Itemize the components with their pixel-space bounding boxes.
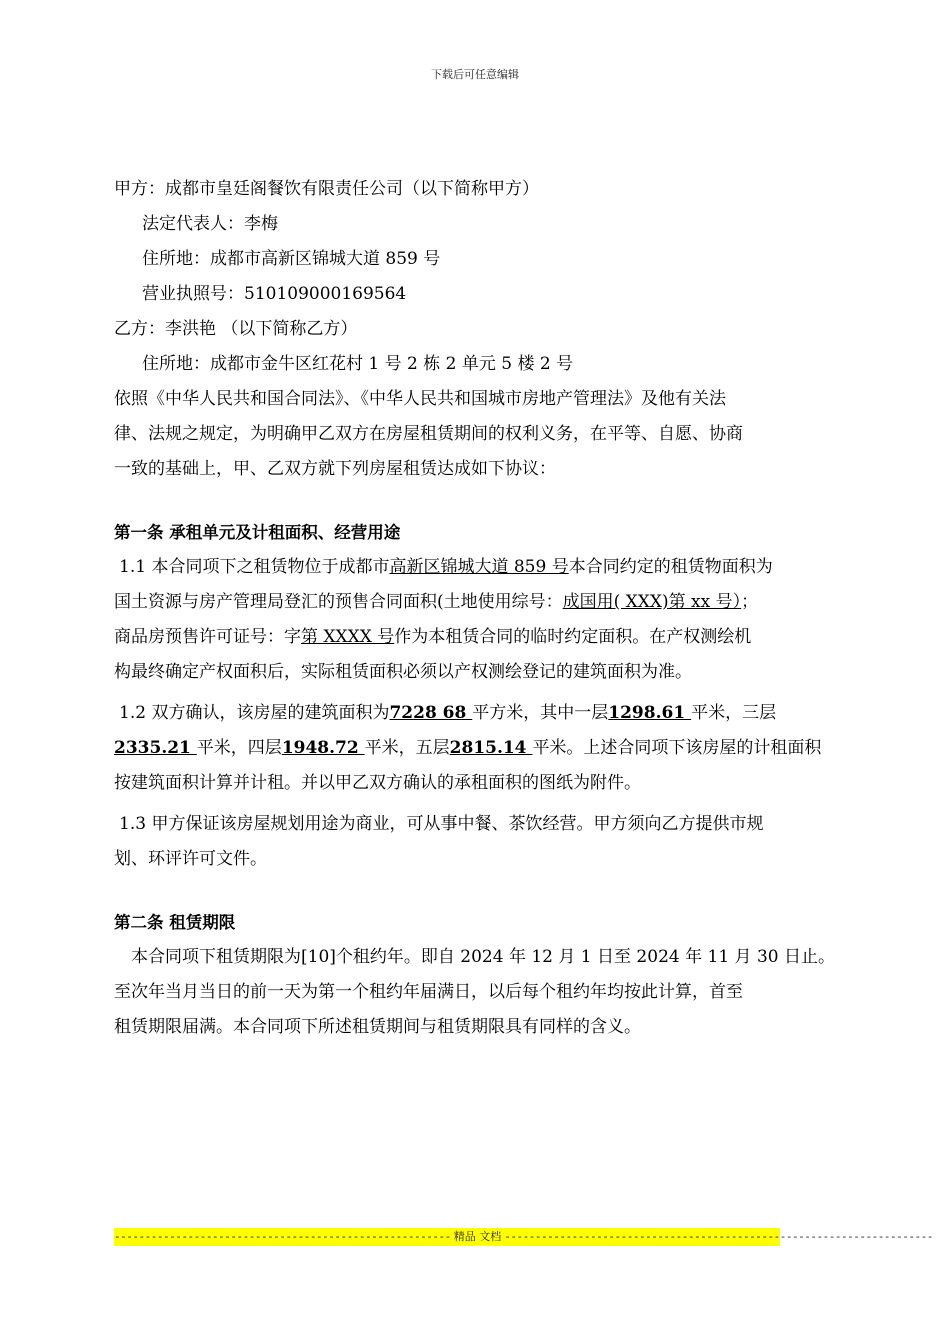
business-license-line: 营业执照号：510109000169564 — [142, 284, 407, 304]
footer-dashes-left: ------------------------------------------------------- — [114, 1230, 451, 1243]
text-run: 平米。上述合同项下该房屋的计租面积 — [532, 738, 822, 758]
preamble-line: 一致的基础上，甲、乙双方就下列房屋租赁达成如下协议： — [114, 459, 556, 479]
text-run: 平米，五层 — [364, 738, 450, 758]
preamble-line: 依照《中华人民共和国合同法》、《中华人民共和国城市房地产管理法》及他有关法 — [114, 389, 726, 409]
text-run: 本合同约定的租赁物面积为 — [568, 557, 773, 577]
text-run: 平米，四层 — [196, 738, 282, 758]
article1-3-line: 划、环评许可文件。 — [114, 849, 267, 869]
party-a-address-line: 住所地：成都市高新区锦城大道 859 号 — [142, 249, 441, 269]
article1-1-line — [114, 550, 844, 585]
article1-1-line — [114, 620, 844, 655]
text-run: 1.2 双方确认，该房屋的建筑面积为 — [119, 703, 390, 723]
text-run: 国土资源与房产管理局登汇的预售合同面积(土地使用综号： — [114, 592, 563, 612]
article2-line: 至次年当月当日的前一天为第一个租约年届满日，以后每个租约年均按此计算，首至 — [114, 982, 743, 1002]
text-run: 平方米，其中一层 — [472, 703, 609, 723]
page-header-note: 下载后可任意编辑 — [431, 68, 519, 81]
article1-1-line: 构最终确定产权面积后，实际租赁面积必须以产权测绘登记的建筑面积为准。 — [114, 662, 692, 682]
article2-line: 租赁期限届满。本合同项下所述租赁期间与租赁期限具有同样的含义。 — [114, 1017, 641, 1037]
text-run: 商品房预售许可证号：字 — [114, 627, 301, 647]
preamble-line: 律、法规之规定，为明确甲乙双方在房屋租赁期间的权利义务，在平等、自愿、协商 — [114, 424, 743, 444]
floor5-area-value: 2815.14 — [449, 738, 533, 758]
land-use-number: 成国用( XXX)第 xx 号） — [562, 592, 742, 612]
article2-line: 本合同项下租赁期限为[10]个租约年。即自 2024 年 12 月 1 日至 2024 年 11 月 30 日止。 — [131, 947, 835, 967]
text-run: 1.1 本合同项下之租赁物位于成都市 — [119, 557, 390, 577]
floor1-area-value: 1298.61 — [608, 703, 692, 723]
spacer — [114, 487, 844, 515]
contract-body — [114, 172, 844, 1045]
spacer — [114, 877, 844, 905]
article1-1-line — [114, 585, 844, 620]
page-footer-banner — [114, 1228, 933, 1246]
article1-2-line — [114, 696, 844, 731]
text-run: 平米，三层 — [691, 703, 777, 723]
presale-permit-number: 第 XXXX 号 — [301, 627, 395, 647]
legal-representative-line: 法定代表人：李梅 — [142, 214, 278, 234]
text-run: 作为本租赁合同的临时约定面积。在产权测绘机 — [394, 627, 752, 647]
floor3-area-value: 2335.21 — [114, 738, 197, 758]
party-b-address-line: 住所地：成都市金牛区红花村 1 号 2 栋 2 单元 5 楼 2 号 — [142, 354, 574, 374]
text-run: ； — [741, 592, 759, 612]
property-location: 高新区锦城大道 859 号 — [389, 557, 569, 577]
article1-3-line: 1.3 甲方保证该房屋规划用途为商业，可从事中餐、茶饮经营。甲方须向乙方提供市规 — [119, 814, 764, 834]
footer-center-text: 精品 文档 — [453, 1230, 502, 1243]
article1-heading: 第一条 承租单元及计租面积、经营用途 — [114, 523, 401, 542]
article2-heading: 第二条 租赁期限 — [114, 913, 236, 932]
article1-2-line — [114, 731, 844, 766]
party-a-line: 甲方：成都市皇廷阁餐饮有限责任公司（以下简称甲方） — [114, 179, 539, 199]
footer-dashes-right: ---------------------------------------------------------------------- — [504, 1230, 933, 1243]
article1-2-line: 按建筑面积计算并计租。并以甲乙双方确认的承租面积的图纸为附件。 — [114, 773, 641, 793]
party-b-line: 乙方：李洪艳 （以下简称乙方） — [114, 319, 358, 339]
floor4-area-value: 1948.72 — [281, 738, 365, 758]
total-area-value: 7228 68 — [389, 703, 473, 723]
